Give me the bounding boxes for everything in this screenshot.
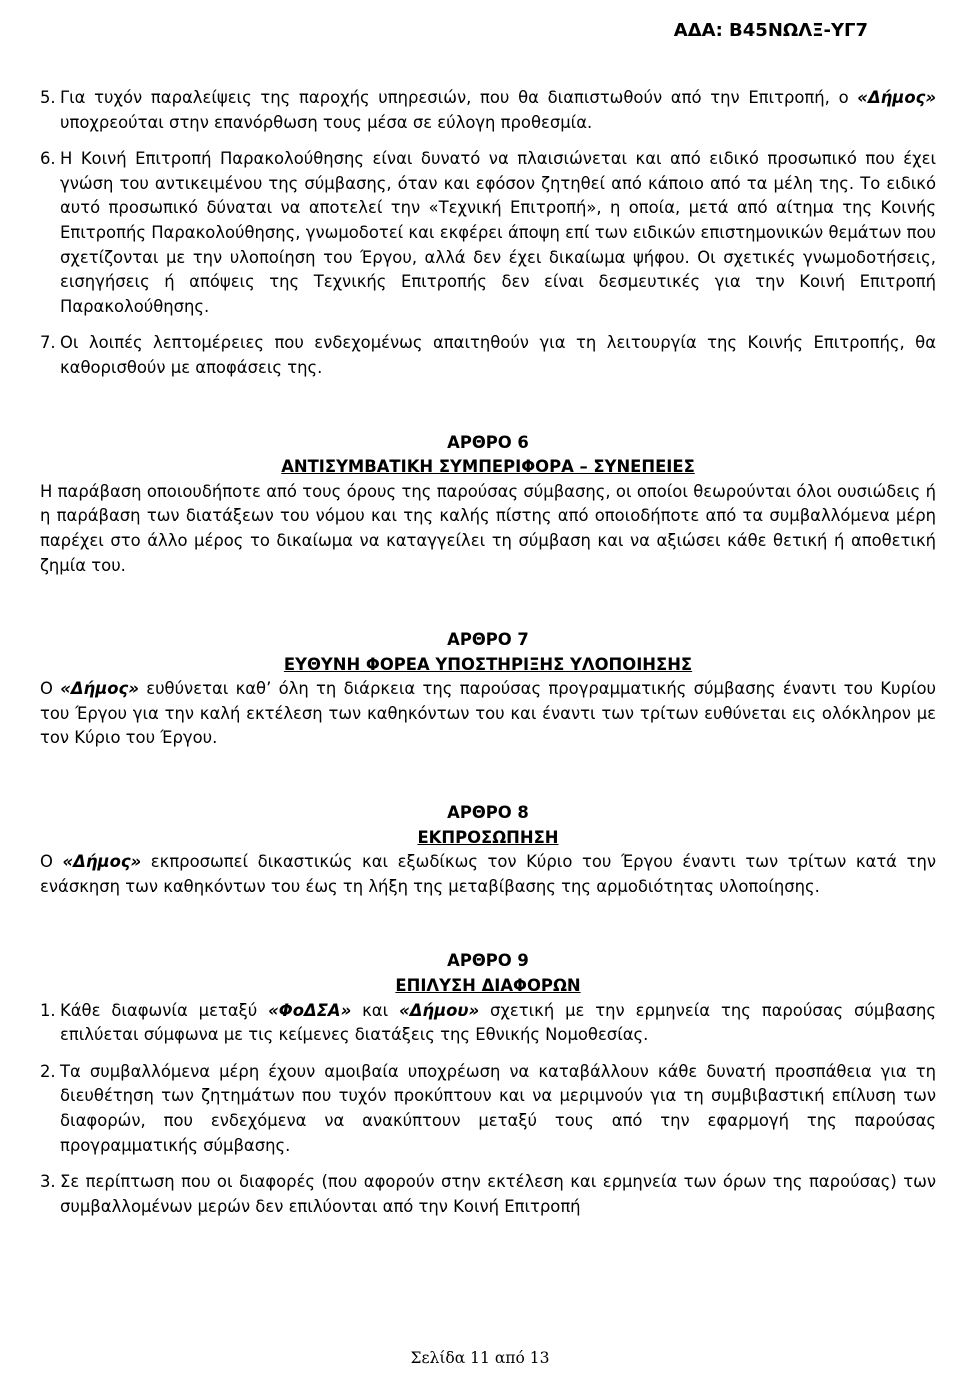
list-item	[40, 86, 936, 135]
article-7-body: Ο «Δήμος» ευθύνεται καθ’ όλη τη διάρκεια της παρούσας προγραμματικής σύμβασης έναντι του Κυρίου του Έργου για την καλή εκτέλεση των καθηκόντων του και έναντι των τρίτων ευθύνεται εις ολόκληρον με τον Κύριο του Έργου.	[40, 679, 936, 748]
item-text: Η Κοινή Επιτροπή Παρακολούθησης είναι δυνατό να πλαισιώνεται και από ειδικό προσωπικό που έχει γνώση του αντικειμένου της σύμβασης, όταν και εφόσον ζητηθεί από κάποιο από τα μέλη της. Το ειδικό αυτό προσωπικό δύναται να αποτελεί την «Τεχνική Επιτροπή», η οποία, μετά από αίτημα της Κοινής Επιτροπής Παρακολούθησης, γνωμοδοτεί και εκφέρει άποψη επί των ειδικών επιστημονικών θεμάτων που σχετίζονται με την υλοποίηση του Έργου, αλλά δεν έχει δικαίωμα ψήφου. Οι σχετικές γνωμοδοτήσεις, εισηγήσεις ή απόψεις της Τεχνικής Επιτροπής δεν είναι δεσμευτικές για την Κοινή Επιτροπή Παρακολούθησης.	[60, 149, 936, 316]
item-number: 7.	[40, 333, 56, 353]
item-text: Κάθε διαφωνία μεταξύ «ΦοΔΣΑ» και «Δήμου» σχετική με την ερμηνεία της παρούσας σύμβασης επιλύεται σύμφωνα με τις κείμενες διατάξεις της Εθνικής Νομοθεσίας.	[60, 1000, 936, 1045]
article-8-title: ΑΡΘΡΟ 8	[447, 803, 529, 823]
item-text: Οι λοιπές λεπτομέρειες που ενδεχομένως απαιτηθούν για τη λειτουργία της Κοινής Επιτροπής, θα καθορισθούν με αποφάσεις της.	[60, 333, 936, 377]
item-text: Για τυχόν παραλείψεις της παροχής υπηρεσιών, που θα διαπιστωθούν από την Επιτροπή, ο «Δήμος» υποχρεούται στην επανόρθωση τους μέσα σε εύλογη προθεσμία.	[60, 88, 936, 132]
item-number: 6.	[40, 149, 56, 169]
item-number: 5.	[40, 88, 56, 107]
item-text: Τα συμβαλλόμενα μέρη έχουν αμοιβαία υποχρέωση να καταβάλλουν κάθε δυνατή προσπάθεια για τη διευθέτηση των ζητημάτων που τυχόν προκύπτουν και να μεριμνούν για τη συμβιβαστική επίλυση των διαφορών, που ενδεχόμενα να ανακύπτουν μεταξύ τους από την εφαρμογή της παρούσας προγραμματικής σύμβασης.	[60, 1061, 936, 1155]
page-footer: Σελίδα 11 από 13	[410, 1349, 550, 1367]
article-6-body: Η παράβαση οποιουδήποτε από τους όρους της παρούσας σύμβασης, οι οποίοι θεωρούνται όλοι ουσιώδεις ή η παράβαση των διατάξεων του νόμου και της καλής πίστης από οποιοδήποτε από τα συμβαλλόμενα μέρη παρέχει στο άλλο μέρος το δικαίωμα να καταγγείλει τη σύμβαση και να αξιώσει κάθε θετική ή αποθετική ζημία του.	[40, 481, 936, 575]
article-8-body: Ο «Δήμος» εκπροσωπεί δικαστικώς και εξωδίκως τον Κύριο του Έργου έναντι των τρίτων κατά την ενάσκηση των καθηκόντων του έως τη λήξη της μεταβίβασης της αρμοδιότητας υλοποίησης.	[40, 852, 936, 896]
article-7-title: ΑΡΘΡΟ 7	[447, 630, 529, 650]
list-item	[40, 999, 936, 1048]
list-item	[40, 1060, 936, 1158]
article-9-title: ΑΡΘΡΟ 9	[447, 951, 529, 971]
article-8-subtitle: ΕΚΠΡΟΣΩΠΗΣΗ	[417, 827, 559, 847]
item-number: 1.	[40, 1000, 56, 1020]
document-body	[40, 86, 936, 1219]
article-6-title: ΑΡΘΡΟ 6	[447, 432, 529, 452]
item-number: 3.	[40, 1172, 56, 1192]
article-6-subtitle: ΑΝΤΙΣΥΜΒΑΤΙΚΗ ΣΥΜΠΕΡΙΦΟΡΑ – ΣΥΝΕΠΕΙΕΣ	[281, 457, 695, 477]
item-number: 2.	[40, 1061, 56, 1081]
list-item	[40, 1170, 936, 1219]
article-7-subtitle: ΕΥΘΥΝΗ ΦΟΡΕΑ ΥΠΟΣΤΗΡΙΞΗΣ ΥΛΟΠΟΙΗΣΗΣ	[283, 654, 693, 674]
article-9-subtitle: ΕΠΙΛΥΣΗ ΔΙΑΦΟΡΩΝ	[395, 976, 581, 996]
list-item	[40, 331, 936, 380]
ada-code: ΑΔΑ: Β45ΝΩΛΞ-ΥΓ7	[673, 20, 868, 41]
item-text: Σε περίπτωση που οι διαφορές (που αφορούν στην εκτέλεση και ερμηνεία των όρων της παρούσας) των συμβαλλομένων μερών δεν επιλύονται από την Κοινή Επιτροπή	[60, 1172, 936, 1216]
list-item	[40, 147, 936, 319]
